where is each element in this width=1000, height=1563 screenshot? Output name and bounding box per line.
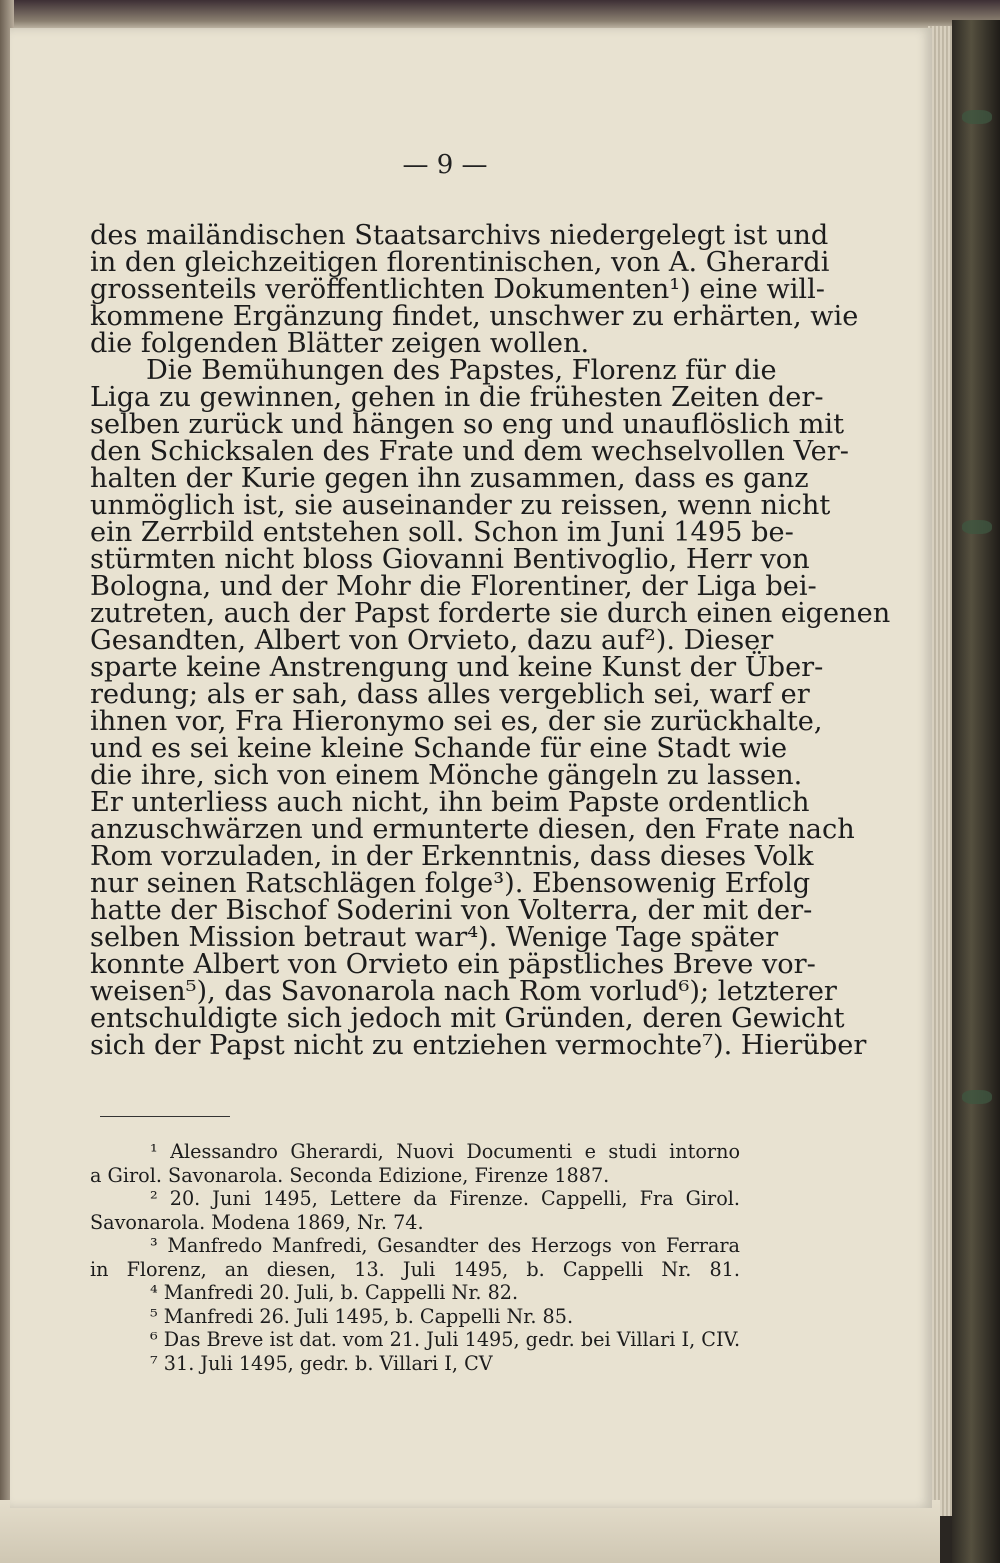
footnote-line: ³ Manfredo Manfredi, Gesandter des Herzogs von Ferrara [150,1234,740,1257]
footnote-divider [100,1116,230,1117]
body-line: weisen⁵), das Savonarola nach Rom vorlud⁶); letzterer [90,976,837,1007]
body-line: stürmten nicht bloss Giovanni Bentivoglio, Herr von [90,544,810,575]
body-line: hatte der Bischof Soderini von Volterra, der mit der- [90,895,813,926]
footnote-line: ² 20. Juni 1495, Lettere da Firenze. Cappelli, Fra Girol. [150,1187,740,1210]
cover-mark [962,110,992,124]
body-line: Er unterliess auch nicht, ihn beim Papste ordentlich [90,787,810,818]
footnote-line: Savonarola. Modena 1869, Nr. 74. [90,1210,424,1234]
body-text [90,220,891,1061]
body-line: selben zurück und hängen so eng und unauflöslich mit [90,409,845,440]
cover-mark [962,1090,992,1104]
footnote-line: ⁴ Manfredi 20. Juli, b. Cappelli Nr. 82. [150,1281,519,1304]
body-line: die ihre, sich von einem Mönche gängeln zu lassen. [90,760,803,791]
body-line: selben Mission betraut war⁴). Wenige Tage später [90,922,779,953]
body-line: Rom vorzuladen, in der Erkenntnis, dass dieses Volk [90,841,814,872]
body-line: Die Bemühungen des Papstes, Florenz für die [146,355,777,386]
footnote-line: ¹ Alessandro Gherardi, Nuovi Documenti e studi intorno [150,1140,740,1163]
body-line: halten der Kurie gegen ihn zusammen, dass es ganz [90,463,809,494]
book-cover [952,20,1000,1563]
body-line: Gesandten, Albert von Orvieto, dazu auf²). Dieser [90,625,774,656]
body-line: anzuschwärzen und ermunterte diesen, den Frate nach [90,814,855,845]
body-line: die folgenden Blätter zeigen wollen. [90,328,590,359]
body-line: grossenteils veröffentlichten Dokumenten¹) eine will- [90,274,825,305]
body-line: den Schicksalen des Frate und dem wechselvollen Ver- [90,436,849,467]
book-page [10,28,932,1508]
body-line: in den gleichzeitigen florentinischen, von A. Gherardi [90,247,830,278]
body-line: entschuldigte sich jedoch mit Gründen, deren Gewicht [90,1003,845,1034]
footnote-line: ⁵ Manfredi 26. Juli 1495, b. Cappelli Nr. 85. [150,1304,574,1328]
footnote-line: ⁶ Das Breve ist dat. vom 21. Juli 1495, gedr. bei Villari I, CIV. [150,1328,741,1351]
footnotes [90,1140,740,1375]
page-number: — 9 — [402,150,488,180]
body-line: sparte keine Anstrengung und keine Kunst der Über- [90,652,824,683]
body-line: und es sei keine kleine Schande für eine Stadt wie [90,733,788,764]
body-line: ihnen vor, Fra Hieronymo sei es, der sie zurückhalte, [90,706,823,737]
body-line: unmöglich ist, sie auseinander zu reissen, wenn nicht [90,490,831,521]
body-line: Liga zu gewinnen, gehen in die frühesten Zeiten der- [90,382,824,413]
page-bottom [0,1500,940,1563]
body-line: zutreten, auch der Papst forderte sie durch einen eigenen [90,598,891,629]
body-line: Bologna, und der Mohr die Florentiner, der Liga bei- [90,571,817,602]
body-line: des mailändischen Staatsarchivs niedergelegt ist und [90,220,829,251]
scan-top-edge [0,0,1000,30]
footnote-line: in Florenz, an diesen, 13. Juli 1495, b. Cappelli Nr. 81. [90,1257,740,1281]
body-line: sich der Papst nicht zu entziehen vermochte⁷). Hierüber [90,1030,867,1061]
footnote-line: a Girol. Savonarola. Seconda Edizione, Firenze 1887. [90,1163,610,1187]
body-line: kommene Ergänzung findet, unschwer zu erhärten, wie [90,301,859,332]
footnote-line: ⁷ 31. Juli 1495, gedr. b. Villari I, CV [150,1351,493,1375]
body-line: konnte Albert von Orvieto ein päpstliches Breve vor- [90,949,816,980]
cover-mark [962,520,992,534]
body-line: redung; als er sah, dass alles vergeblich sei, warf er [90,679,810,710]
body-line: ein Zerrbild entstehen soll. Schon im Juni 1495 be- [90,517,794,548]
body-line: nur seinen Ratschlägen folge³). Ebensowenig Erfolg [90,868,811,899]
